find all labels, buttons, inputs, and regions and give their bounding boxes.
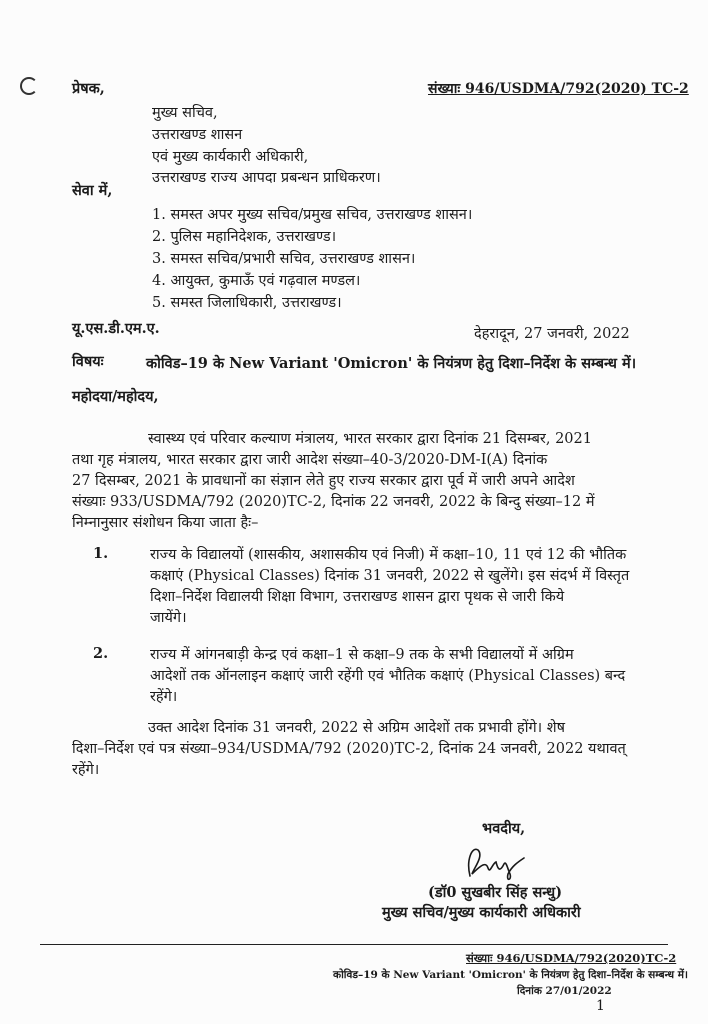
intro-paragraph xyxy=(72,429,634,534)
recipient-item-2: 2. पुलिस महानिदेशक, उत्तराखण्ड। xyxy=(152,229,337,245)
point-line: राज्य में आंगनबाड़ी केन्द्र एवं कक्षा–1 से कक्षा–9 तक के सभी विद्यालयों में अग्रिम xyxy=(150,647,574,663)
point-line: दिशा–निर्देश विद्यालयी शिक्षा विभाग, उत्तराखण्ड शासन द्वारा पृथक से जारी किये xyxy=(150,589,565,605)
footer-divider xyxy=(40,944,668,945)
recipient-item-4: 4. आयुक्त, कुमाऊँ एवं गढ़वाल मण्डल। xyxy=(152,273,361,289)
closing-paragraph xyxy=(72,718,634,781)
intro-line: संख्याः 933/USDMA/792 (2020)TC-2, दिनांक 22 जनवरी, 2022 के बिन्दु संख्या–12 में xyxy=(72,494,595,510)
point-2-text xyxy=(150,645,634,708)
point-line: राज्य के विद्यालयों (शासकीय, अशासकीय एवं निजी) में कक्षा–10, 11 एवं 12 की भौतिक xyxy=(150,547,627,563)
closing-line: उक्त आदेश दिनांक 31 जनवरी, 2022 से अग्रिम आदेशों तक प्रभावी होंगे। शेष xyxy=(148,720,565,736)
page-number: 1 xyxy=(596,998,605,1014)
recipient-item-1: 1. समस्त अपर मुख्य सचिव/प्रमुख सचिव, उत्तराखण्ड शासन। xyxy=(152,207,473,223)
place-date: देहरादून, 27 जनवरी, 2022 xyxy=(474,326,630,342)
intro-line: तथा गृह मंत्रालय, भारत सरकार द्वारा जारी आदेश संख्या–40-3/2020-DM-I(A) दिनांक xyxy=(72,452,548,468)
sender-label: प्रेषक, xyxy=(72,80,105,97)
sender-line-2: उत्तराखण्ड शासन xyxy=(152,127,243,143)
point-line: आदेशों तक ऑनलाइन कक्षाएं जारी रहेंगी एवं भौतिक कक्षाएं (Physical Classes) बन्द xyxy=(150,668,626,684)
sender-line-4: उत्तराखण्ड राज्य आपदा प्रबन्धन प्राधिकरण। xyxy=(152,170,381,186)
signature-image xyxy=(462,840,532,884)
point-1-number: 1. xyxy=(93,545,109,562)
recipients-label: सेवा में, xyxy=(72,182,113,199)
recipient-item-3: 3. समस्त सचिव/प्रभारी सचिव, उत्तराखण्ड शासन। xyxy=(152,251,416,267)
department-code: यू.एस.डी.एम.ए. xyxy=(72,320,160,337)
intro-line: स्वास्थ्य एवं परिवार कल्याण मंत्रालय, भारत सरकार द्वारा दिनांक 21 दिसम्बर, 2021 xyxy=(148,431,592,447)
point-2-number: 2. xyxy=(93,645,109,662)
point-line: कक्षाएं (Physical Classes) दिनांक 31 जनवरी, 2022 से खुलेंगे। इस संदर्भ में विस्तृत xyxy=(150,568,630,584)
signatory-name: (डॉ0 सुखबीर सिंह सन्धु) xyxy=(428,884,563,901)
salutation: महोदया/महोदय, xyxy=(72,388,159,405)
recipient-item-5: 5. समस्त जिलाधिकारी, उत्तराखण्ड। xyxy=(152,295,342,311)
footer-date: दिनांक 27/01/2022 xyxy=(517,985,612,997)
closing-line: रहेंगे। xyxy=(72,762,100,778)
subject-text: कोविड–19 के New Variant 'Omicron' के नियंत्रण हेतु दिशा–निर्देश के सम्बन्ध में। xyxy=(146,355,637,372)
reference-number: संख्याः 946/USDMA/792(2020) TC-2 xyxy=(428,81,689,97)
footer-reference: संख्याः 946/USDMA/792(2020)TC-2 xyxy=(466,951,677,965)
closing-line: दिशा–निर्देश एवं पत्र संख्या–934/USDMA/792 (2020)TC-2, दिनांक 24 जनवरी, 2022 यथावत् xyxy=(72,741,626,757)
point-1-text xyxy=(150,545,634,629)
point-line: रहेंगे। xyxy=(150,689,178,705)
intro-line: 27 दिसम्बर, 2021 के प्रावधानों का संज्ञान लेते हुए राज्य सरकार द्वारा पूर्व में जारी अपने आदेश xyxy=(72,473,575,489)
point-line: जायेंगे। xyxy=(150,610,187,626)
sender-line-1: मुख्य सचिव, xyxy=(152,105,218,121)
sender-line-3: एवं मुख्य कार्यकारी अधिकारी, xyxy=(152,149,309,165)
signatory-designation: मुख्य सचिव/मुख्य कार्यकारी अधिकारी xyxy=(382,904,581,921)
intro-line: निम्नानुसार संशोधन किया जाता हैः– xyxy=(72,515,259,531)
subject-label: विषयः xyxy=(72,353,104,370)
footer-subject: कोविड–19 के New Variant 'Omicron' के नियंत्रण हेतु दिशा–निर्देश के सम्बन्ध में। xyxy=(333,969,688,981)
valediction: भवदीय, xyxy=(482,820,526,837)
punch-hole-icon xyxy=(20,77,38,95)
